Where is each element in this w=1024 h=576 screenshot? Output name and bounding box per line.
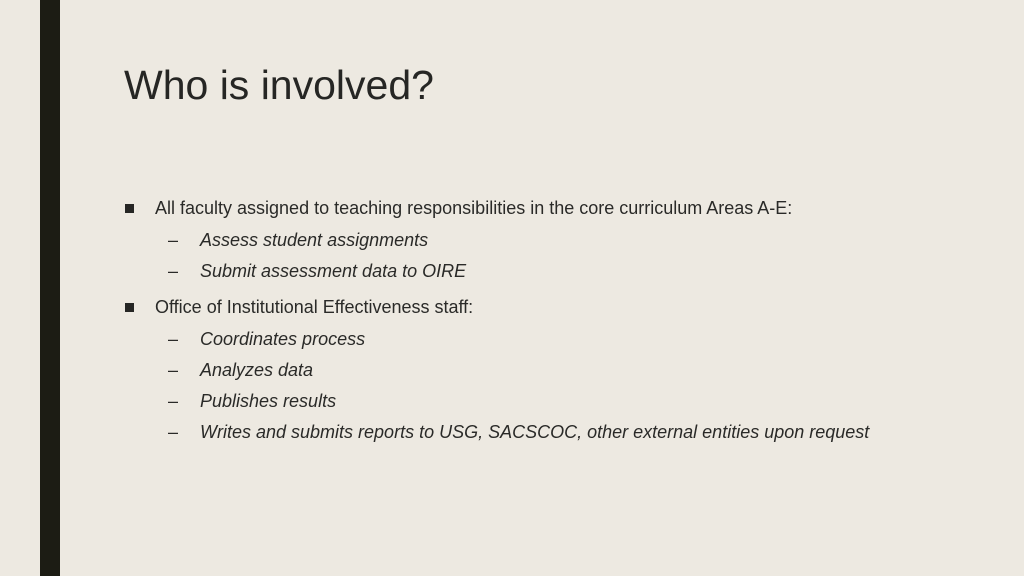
bullet-item-oie-staff: [124, 295, 904, 444]
sub-item: [155, 358, 904, 382]
dash-icon: –: [168, 360, 179, 380]
sub-list: [155, 327, 904, 444]
slide-title: Who is involved?: [124, 62, 434, 108]
slide-content: [124, 196, 904, 456]
sub-item: [155, 228, 904, 252]
sub-item: [155, 389, 904, 413]
dash-icon: –: [168, 230, 179, 250]
dash-icon: –: [168, 422, 179, 442]
sub-item-text: Analyzes data: [200, 360, 314, 380]
dash-icon: –: [168, 329, 179, 349]
sub-item-text: Publishes results: [200, 391, 337, 411]
sub-list: [155, 228, 904, 283]
accent-bar: [40, 0, 60, 576]
sub-item-text: Coordinates process: [200, 329, 366, 349]
bullet-text: Office of Institutional Effectiveness staff:: [155, 297, 474, 317]
dash-icon: –: [168, 391, 179, 411]
sub-item: [155, 420, 904, 444]
sub-item-text: Assess student assignments: [200, 230, 429, 250]
sub-item: [155, 259, 904, 283]
dash-icon: –: [168, 261, 179, 281]
sub-item-text: Writes and submits reports to USG, SACSCOC, other external entities upon request: [200, 422, 870, 442]
square-bullet-icon: [125, 303, 134, 312]
square-bullet-icon: [125, 204, 134, 213]
sub-item-text: Submit assessment data to OIRE: [200, 261, 467, 281]
sub-item: [155, 327, 904, 351]
bullet-text: All faculty assigned to teaching responsibilities in the core curriculum Areas A-E:: [155, 198, 793, 218]
bullet-item-faculty: [124, 196, 904, 283]
